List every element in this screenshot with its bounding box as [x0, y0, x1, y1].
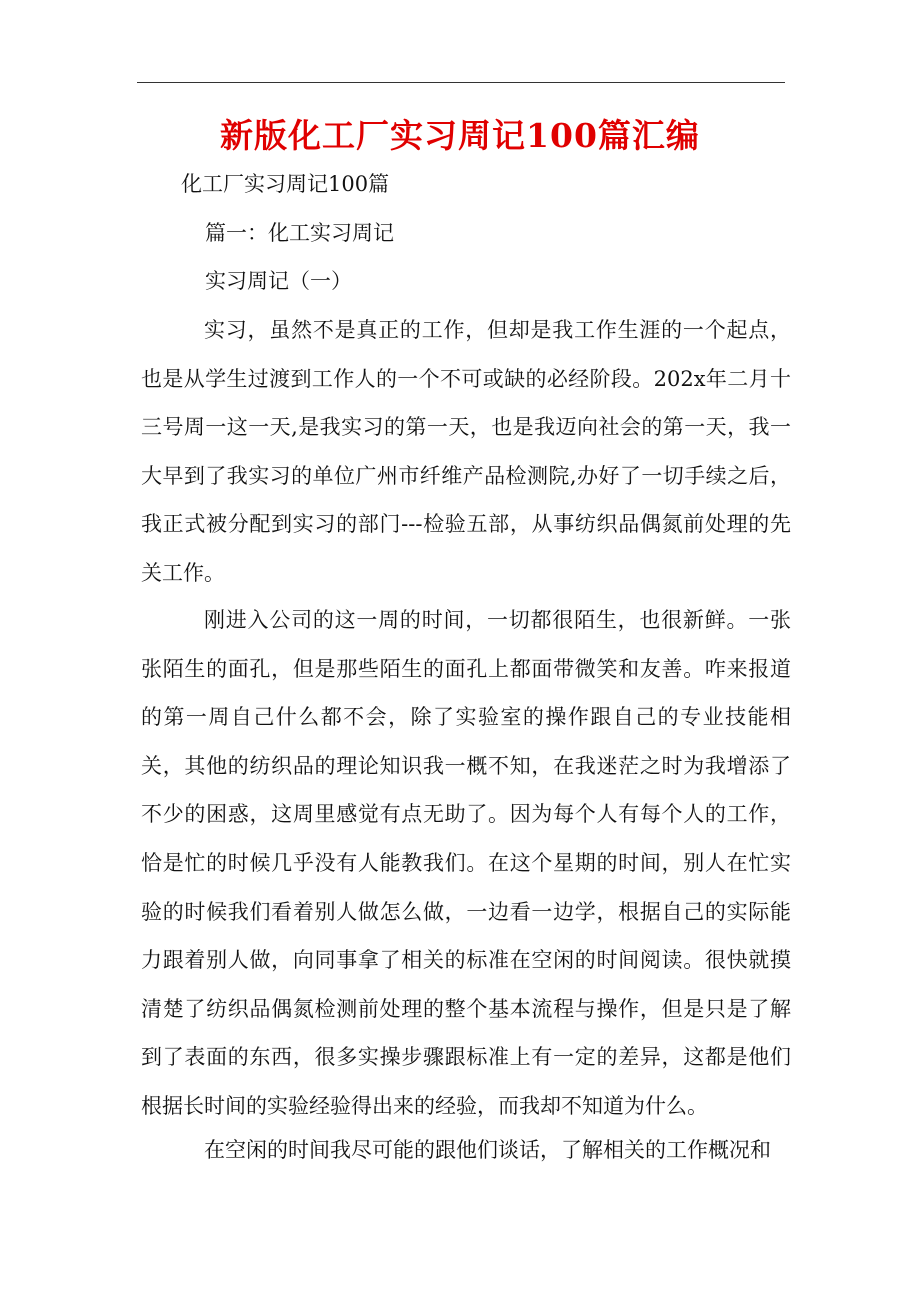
header-rule	[137, 82, 785, 83]
section-heading: 篇一：化工实习周记	[205, 221, 394, 245]
paragraph-3: 在空闲的时间我尽可能的跟他们谈话，了解相关的工作概况和	[204, 1138, 771, 1162]
document-title: 新版化工厂实习周记100篇汇编	[220, 116, 700, 155]
paragraph-1: 实习，虽然不是真正的工作，但却是我工作生涯的一个起点，也是从学生过渡到工作人的一个不可或缺的必经阶段。202x年二月十三号周一这一天,是我实习的第一天，也是我迈向社会的第一天，我一大早到了我实习的单位广州市纤维产品检测院,办好了一切手续之后，我正式被分配到实习的部门---检验五部，从事纺织品偶氮前处理的先关工作。	[141, 318, 791, 585]
sub-heading: 实习周记（一）	[205, 269, 352, 293]
document-subtitle: 化工厂实习周记100篇	[181, 172, 390, 196]
paragraph-2: 刚进入公司的这一周的时间，一切都很陌生，也很新鲜。一张张陌生的面孔，但是那些陌生的面孔上都面带微笑和友善。咋来报道的第一周自己什么都不会，除了实验室的操作跟自己的专业技能相关，其他的纺织品的理论知识我一概不知，在我迷茫之时为我增添了不少的困惑，这周里感觉有点无助了。因为每个人有每个人的工作，恰是忙的时候几乎没有人能教我们。在这个星期的时间，别人在忙实验的时候我们看着别人做怎么做，一边看一边学，根据自己的实际能力跟着别人做，向同事拿了相关的标准在空闲的时间阅读。很快就摸清楚了纺织品偶氮检测前处理的整个基本流程与操作，但是只是了解到了表面的东西，很多实操步骤跟标准上有一定的差异，这都是他们根据长时间的实验经验得出来的经验，而我却不知道为什么。	[141, 608, 791, 1118]
